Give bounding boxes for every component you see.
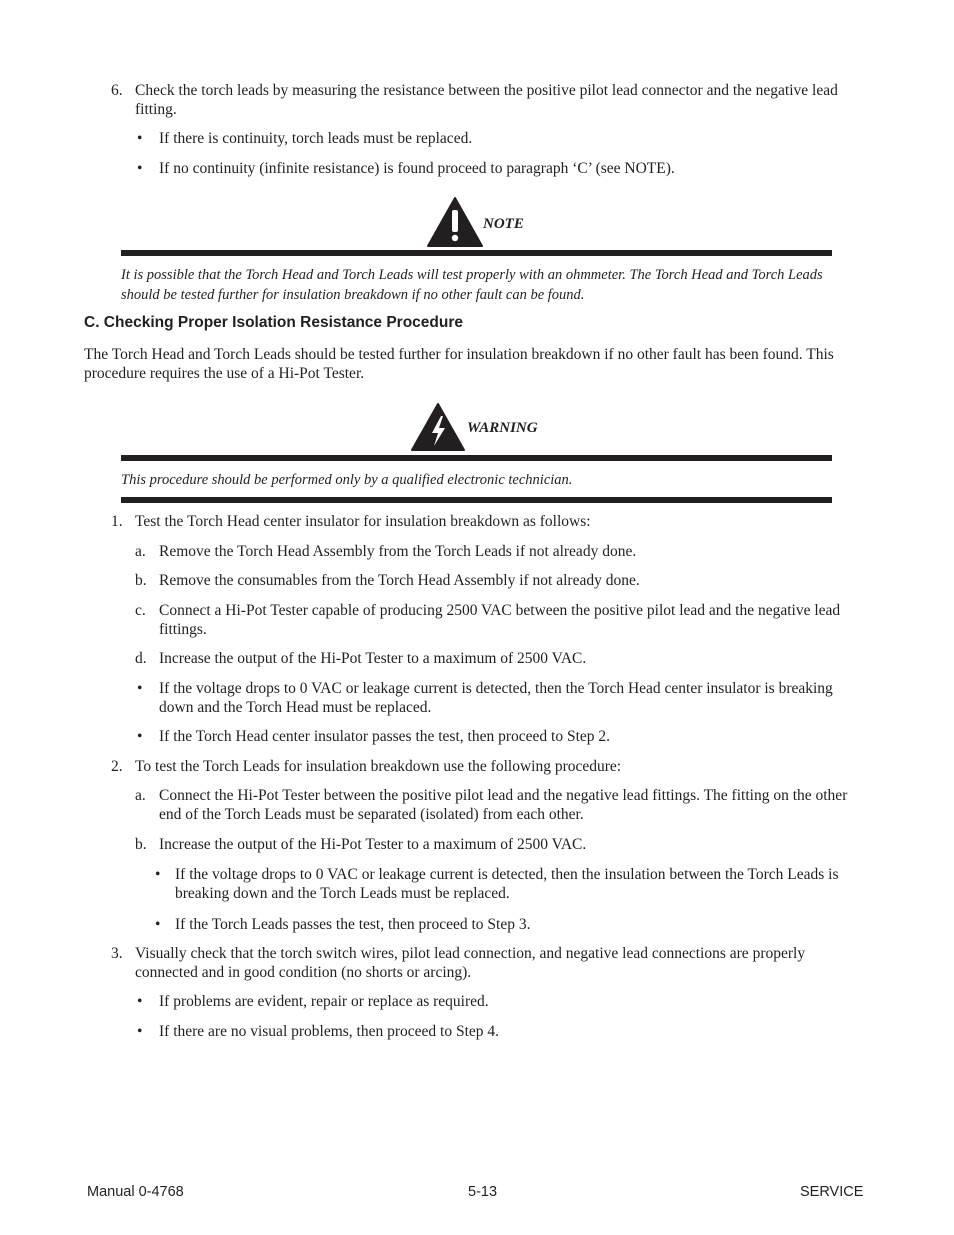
step-number: 6. bbox=[111, 82, 123, 99]
bullet-marker: • bbox=[137, 160, 143, 177]
warning-label: WARNING bbox=[467, 420, 538, 436]
bullet-marker: • bbox=[137, 993, 143, 1010]
sub-marker: a. bbox=[135, 787, 146, 804]
bullet-item: If there is continuity, torch leads must be replaced. bbox=[159, 130, 473, 147]
section-intro: The Torch Head and Torch Leads should be tested further for insulation breakdown if no other fault has been found. This procedure requires the use of a Hi-Pot Tester. bbox=[84, 346, 834, 382]
sub-item: Increase the output of the Hi-Pot Tester to a maximum of 2500 VAC. bbox=[159, 650, 587, 667]
section-heading: C. Checking Proper Isolation Resistance Procedure bbox=[84, 314, 464, 331]
bullet-marker: • bbox=[137, 680, 143, 697]
step-text: To test the Torch Leads for insulation breakdown use the following procedure: bbox=[135, 758, 622, 775]
bullet-item: If there are no visual problems, then proceed to Step 4. bbox=[159, 1023, 500, 1040]
bullet-item: If problems are evident, repair or replace as required. bbox=[159, 993, 489, 1010]
note-label: NOTE bbox=[483, 216, 524, 232]
step-number: 2. bbox=[111, 758, 123, 775]
sub-marker: a. bbox=[135, 543, 146, 560]
bullet-item: If the Torch Leads passes the test, then proceed to Step 3. bbox=[175, 916, 531, 933]
sub-marker: b. bbox=[135, 572, 147, 589]
note-rule bbox=[121, 250, 832, 256]
footer-manual-number: Manual 0-4768 bbox=[87, 1184, 184, 1200]
warning-rule-bottom bbox=[121, 497, 832, 503]
step-number: 1. bbox=[111, 513, 123, 530]
sub-item: Remove the consumables from the Torch Head Assembly if not already done. bbox=[159, 572, 640, 589]
footer-section-name: SERVICE bbox=[800, 1184, 864, 1200]
sub-marker: d. bbox=[135, 650, 147, 667]
sub-marker: c. bbox=[135, 602, 146, 619]
bullet-marker: • bbox=[137, 1023, 143, 1040]
sub-item: Connect a Hi-Pot Tester capable of producing 2500 VAC between the positive pilot lead and the negative lead fittings. bbox=[159, 602, 841, 638]
exclamation-triangle-icon bbox=[426, 196, 484, 248]
step-text: Visually check that the torch switch wires, pilot lead connection, and negative lead connections are properly connected and in good condition (no shorts or arcing). bbox=[135, 945, 806, 981]
step-number: 3. bbox=[111, 945, 123, 962]
footer-page-number: 5-13 bbox=[468, 1184, 498, 1200]
bullet-item: If the Torch Head center insulator passes the test, then proceed to Step 2. bbox=[159, 728, 610, 745]
bullet-item: If no continuity (infinite resistance) is found proceed to paragraph ‘C’ (see NOTE). bbox=[159, 160, 675, 177]
warning-text: This procedure should be performed only by a qualified electronic technician. bbox=[121, 472, 573, 488]
lightning-bolt-icon bbox=[410, 402, 466, 452]
step-text: Check the torch leads by measuring the resistance between the positive pilot lead connector and the negative lead fitting. bbox=[135, 82, 838, 118]
bullet-marker: • bbox=[155, 866, 161, 883]
warning-rule-top bbox=[121, 455, 832, 461]
bullet-marker: • bbox=[137, 130, 143, 147]
bullet-item: If the voltage drops to 0 VAC or leakage current is detected, then the insulation between the Torch Leads is breaking down and the Torch Leads must be replaced. bbox=[175, 866, 839, 902]
sub-marker: b. bbox=[135, 836, 147, 853]
note-text: It is possible that the Torch Head and Torch Leads will test properly with an ohmmeter. The Torch Head and Torch Leads should be tested further for insulation breakdown if no other fault can be found. bbox=[121, 267, 823, 303]
step-text: Test the Torch Head center insulator for insulation breakdown as follows: bbox=[135, 513, 591, 530]
sub-item: Increase the output of the Hi-Pot Tester to a maximum of 2500 VAC. bbox=[159, 836, 587, 853]
bullet-item: If the voltage drops to 0 VAC or leakage current is detected, then the Torch Head center insulator is breaking down and the Torch Head must be replaced. bbox=[159, 680, 833, 716]
sub-item: Remove the Torch Head Assembly from the Torch Leads if not already done. bbox=[159, 543, 637, 560]
bullet-marker: • bbox=[155, 916, 161, 933]
bullet-marker: • bbox=[137, 728, 143, 745]
sub-item: Connect the Hi-Pot Tester between the positive pilot lead and the negative lead fittings. The fitting on the other end of the Torch Leads must be separated (isolated) from each other. bbox=[159, 787, 848, 823]
